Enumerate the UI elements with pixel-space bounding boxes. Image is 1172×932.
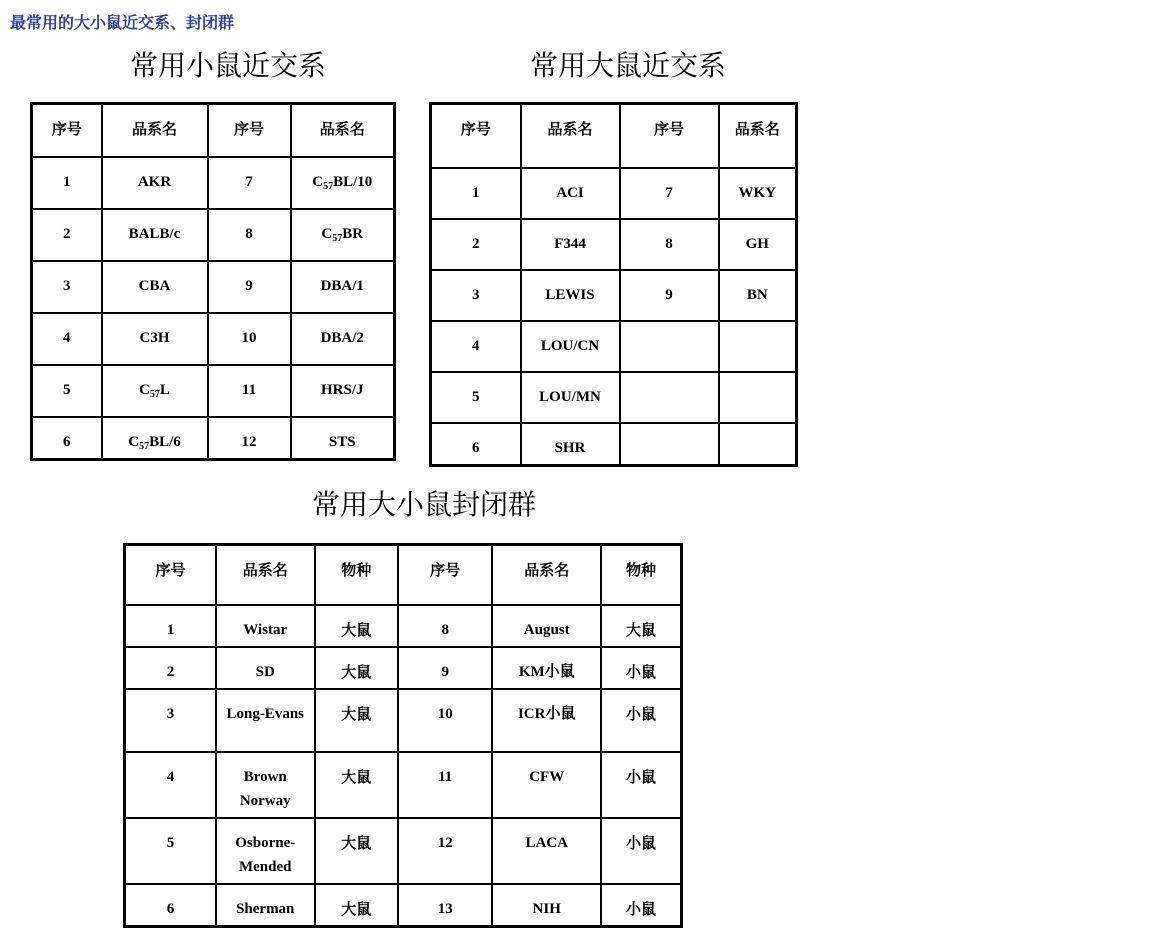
table-cell: 4: [32, 313, 102, 365]
table-row: [431, 270, 797, 321]
table-cell: 1: [125, 605, 216, 647]
column-header: 品系名: [291, 104, 395, 157]
page-heading: 最常用的大小鼠近交系、封闭群: [10, 13, 235, 32]
table-cell: 5: [125, 818, 216, 884]
table-cell: 6: [32, 417, 102, 460]
table-cell: 2: [431, 219, 521, 270]
table-cell: NIH: [492, 884, 601, 927]
rat-inbred-table: [429, 102, 798, 467]
table-row: [32, 365, 395, 417]
table-cell: 13: [398, 884, 493, 927]
table-cell: $C_{57}BL/6$: [102, 417, 208, 460]
table-cell: 1: [431, 168, 521, 219]
table-row: [32, 209, 395, 261]
mouse-inbred-table: [30, 102, 396, 461]
table-row: [125, 818, 682, 884]
table-cell: 大鼠: [315, 752, 398, 818]
table-row: [125, 689, 682, 752]
header-row: [431, 104, 797, 168]
table-cell: [620, 423, 719, 466]
table-cell: 小鼠: [601, 689, 681, 752]
table-row: [431, 372, 797, 423]
table-cell: [620, 321, 719, 372]
table-cell: 10: [208, 313, 291, 365]
table-cell: LOU/CN: [521, 321, 620, 372]
table-cell: 10: [398, 689, 493, 752]
column-header: 品系名: [216, 545, 315, 605]
table-cell: [719, 423, 797, 466]
table-cell: 3: [125, 689, 216, 752]
table-cell: 8: [208, 209, 291, 261]
table-cell: DBA/2: [291, 313, 395, 365]
table-cell: 大鼠: [601, 605, 681, 647]
column-header: 序号: [620, 104, 719, 168]
rat-inbred-title: 常用大鼠近交系: [530, 49, 727, 82]
table-cell: 大鼠: [315, 689, 398, 752]
table-cell: BALB/c: [102, 209, 208, 261]
table-row: [431, 219, 797, 270]
table-cell: August: [492, 605, 601, 647]
table-cell: AKR: [102, 157, 208, 209]
table-row: [32, 417, 395, 460]
table-row: [431, 423, 797, 466]
table-cell: CFW: [492, 752, 601, 818]
table-row: [125, 647, 682, 689]
table-cell: 小鼠: [601, 752, 681, 818]
table-row: [125, 884, 682, 927]
table-cell: ICR小鼠: [492, 689, 601, 752]
table-cell: 3: [32, 261, 102, 313]
outbred-table: [123, 543, 683, 928]
table-cell: 8: [398, 605, 493, 647]
table-cell: 大鼠: [315, 647, 398, 689]
column-header: 品系名: [719, 104, 797, 168]
table-cell: GH: [719, 219, 797, 270]
table-cell: DBA/1: [291, 261, 395, 313]
column-header: 物种: [601, 545, 681, 605]
table-cell: HRS/J: [291, 365, 395, 417]
header-row: [125, 545, 682, 605]
column-header: 物种: [315, 545, 398, 605]
table-cell: LOU/MN: [521, 372, 620, 423]
table-cell: [620, 372, 719, 423]
table-row: [431, 168, 797, 219]
column-header: 序号: [398, 545, 493, 605]
table-cell: 1: [32, 157, 102, 209]
table-cell: 3: [431, 270, 521, 321]
header-row: [32, 104, 395, 157]
table-cell: 2: [125, 647, 216, 689]
table-cell: Brown Norway: [216, 752, 315, 818]
table-cell: $C_{57}BL/10$: [291, 157, 395, 209]
table-cell: 小鼠: [601, 884, 681, 927]
column-header: 序号: [125, 545, 216, 605]
table-cell: ACI: [521, 168, 620, 219]
table-cell: Osborne-Mended: [216, 818, 315, 884]
table-cell: WKY: [719, 168, 797, 219]
table-row: [125, 605, 682, 647]
table-cell: 9: [398, 647, 493, 689]
table-cell: C3H: [102, 313, 208, 365]
column-header: 品系名: [102, 104, 208, 157]
table-cell: $C_{57}L$: [102, 365, 208, 417]
table-cell: 4: [431, 321, 521, 372]
table-cell: 5: [32, 365, 102, 417]
table-cell: 7: [208, 157, 291, 209]
table-cell: 4: [125, 752, 216, 818]
table-row: [32, 261, 395, 313]
table-cell: 9: [208, 261, 291, 313]
table-cell: 小鼠: [601, 647, 681, 689]
table-cell: Sherman: [216, 884, 315, 927]
table-cell: 12: [398, 818, 493, 884]
table-row: [125, 752, 682, 818]
table-cell: [719, 372, 797, 423]
table-cell: [719, 321, 797, 372]
column-header: 序号: [431, 104, 521, 168]
table-cell: 5: [431, 372, 521, 423]
table-cell: SHR: [521, 423, 620, 466]
table-cell: Wistar: [216, 605, 315, 647]
table-cell: 6: [431, 423, 521, 466]
table-cell: KM小鼠: [492, 647, 601, 689]
table-cell: Long-Evans: [216, 689, 315, 752]
table-cell: 11: [208, 365, 291, 417]
column-header: 品系名: [521, 104, 620, 168]
outbred-title: 常用大小鼠封闭群: [312, 488, 537, 521]
table-cell: F344: [521, 219, 620, 270]
column-header: 序号: [32, 104, 102, 157]
column-header: 品系名: [492, 545, 601, 605]
table-cell: 8: [620, 219, 719, 270]
table-cell: BN: [719, 270, 797, 321]
table-cell: 小鼠: [601, 818, 681, 884]
table-cell: 11: [398, 752, 493, 818]
table-cell: $C_{57}BR$: [291, 209, 395, 261]
table-cell: 大鼠: [315, 818, 398, 884]
table-cell: CBA: [102, 261, 208, 313]
table-cell: 7: [620, 168, 719, 219]
table-cell: 大鼠: [315, 884, 398, 927]
table-cell: SD: [216, 647, 315, 689]
table-row: [32, 313, 395, 365]
column-header: 序号: [208, 104, 291, 157]
table-cell: LACA: [492, 818, 601, 884]
table-row: [32, 157, 395, 209]
table-row: [431, 321, 797, 372]
table-cell: 6: [125, 884, 216, 927]
table-cell: 12: [208, 417, 291, 460]
mouse-inbred-title: 常用小鼠近交系: [130, 49, 327, 82]
table-cell: 9: [620, 270, 719, 321]
table-cell: LEWIS: [521, 270, 620, 321]
table-cell: 2: [32, 209, 102, 261]
table-cell: STS: [291, 417, 395, 460]
table-cell: 大鼠: [315, 605, 398, 647]
